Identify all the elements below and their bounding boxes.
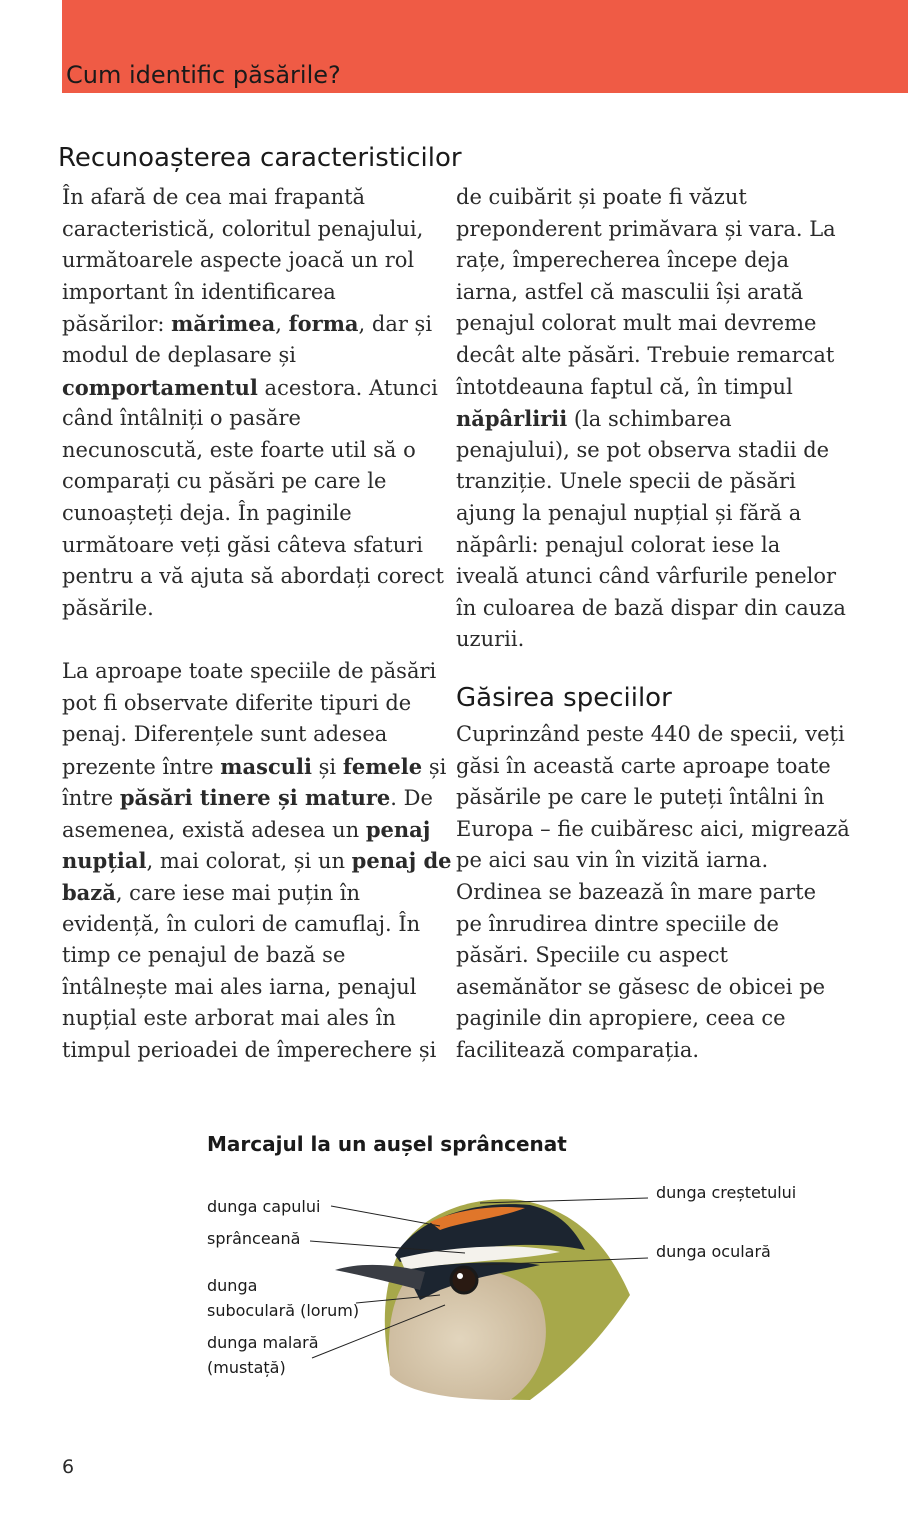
text-segment: pe înrudirea dintre speciile de bbox=[456, 911, 779, 936]
bold-term: femele bbox=[342, 753, 423, 779]
text-segment: paginile din apropiere, ceea ce bbox=[456, 1006, 786, 1031]
text-segment: asemenea, există adesea un bbox=[62, 817, 366, 842]
text-segment: prezente între bbox=[62, 754, 221, 779]
text-segment: păsărilor: bbox=[62, 312, 172, 337]
text-segment: preponderent primăvara și vara. La bbox=[456, 216, 836, 241]
bold-term: forma bbox=[288, 311, 359, 337]
text-segment: următoare veți găsi câteva sfaturi bbox=[62, 532, 423, 557]
text-segment: penajului), se pot observa stadii de bbox=[456, 437, 830, 462]
text-segment: năpârli: penajul colorat iese la bbox=[456, 532, 781, 557]
page-number: 6 bbox=[62, 1456, 75, 1478]
text-segment: de cuibărit și poate fi văzut bbox=[456, 185, 747, 209]
text-segment: evidență, în culori de camuflaj. În bbox=[62, 911, 421, 936]
text-segment: tranziție. Unele specii de păsări bbox=[456, 469, 796, 494]
label-eye-stripe: dunga oculară bbox=[656, 1242, 771, 1261]
text-segment: și bbox=[422, 754, 447, 779]
figure-title: Marcajul la un aușel sprâncenat bbox=[207, 1132, 567, 1156]
text-segment: următoarele aspecte joacă un rol bbox=[62, 248, 415, 273]
text-segment: , bbox=[275, 312, 289, 337]
text-segment: timp ce penajul de bază se bbox=[62, 943, 346, 968]
text-segment: în culoarea de bază dispar din cauza bbox=[456, 595, 846, 620]
text-segment: (la schimbarea bbox=[567, 407, 732, 432]
section-heading-finding-species: Găsirea speciilor bbox=[456, 683, 672, 713]
label-eyebrow: sprânceană bbox=[207, 1229, 301, 1248]
text-segment: pe aici sau vin în vizită iarna. bbox=[456, 848, 769, 873]
text-segment: Cuprinzând peste 440 de specii, veți bbox=[456, 722, 845, 746]
label-lorum-2: suboculară (lorum) bbox=[207, 1301, 360, 1320]
text-segment: decât alte păsări. Trebuie remarcat bbox=[456, 342, 835, 367]
chapter-title: Cum identific păsările? bbox=[66, 61, 341, 89]
text-segment: păsări. Speciile cu aspect bbox=[456, 943, 728, 968]
text-segment: penajul colorat mult mai devreme bbox=[456, 311, 817, 336]
label-head-stripe: dunga capului bbox=[207, 1197, 321, 1216]
bold-term: penaj de bbox=[351, 848, 452, 874]
text-segment: între bbox=[62, 786, 120, 811]
bold-term: masculi bbox=[220, 753, 312, 779]
text-segment: facilitează comparația. bbox=[456, 1037, 700, 1062]
text-segment: iarna, astfel că masculii își arată bbox=[456, 279, 804, 304]
bold-term: penaj bbox=[365, 816, 431, 842]
text-segment: întotdeauna faptul că, în timpul bbox=[456, 374, 793, 399]
text-segment: întâlnește mai ales iarna, penajul bbox=[62, 974, 417, 999]
text-segment: Ordinea se bazează în mare parte bbox=[456, 879, 817, 904]
label-lorum-1: dunga bbox=[207, 1276, 258, 1295]
text-segment: și bbox=[311, 754, 343, 779]
label-malar-2: (mustață) bbox=[207, 1358, 286, 1377]
text-segment: necunoscută, este foarte util să o bbox=[62, 437, 416, 462]
text-segment: , care iese mai puțin în bbox=[115, 881, 361, 906]
text-segment: ajung la penajul nupțial și fără a bbox=[456, 500, 802, 525]
bold-term: nupțial bbox=[62, 848, 147, 874]
text-segment: acestora. Atunci bbox=[257, 375, 438, 400]
text-segment: rațe, împerecherea începe deja bbox=[456, 248, 789, 273]
text-segment: , dar și bbox=[358, 312, 433, 337]
text-segment: iveală atunci când vârfurile penelor bbox=[456, 564, 837, 589]
text-segment: pentru a vă ajuta să abordați corect bbox=[62, 564, 444, 589]
text-segment: uzurii. bbox=[456, 627, 525, 652]
text-segment: asemănător se găsesc de obicei pe bbox=[456, 974, 826, 999]
text-segment: păsările pe care le puteți întâlni în bbox=[456, 785, 825, 810]
text-segment: pot fi observate diferite tipuri de bbox=[62, 690, 412, 715]
text-segment: La aproape toate speciile de păsări bbox=[62, 658, 437, 683]
bold-term: bază bbox=[62, 880, 116, 906]
text-segment: . De bbox=[390, 786, 433, 811]
text-segment: nupțial este arborat mai ales în bbox=[62, 1006, 396, 1031]
text-segment: Europa – fie cuibăresc aici, migrează bbox=[456, 816, 850, 841]
text-segment: , mai colorat, și un bbox=[146, 849, 352, 874]
label-malar-1: dunga malară bbox=[207, 1333, 319, 1352]
text-segment: modul de deplasare și bbox=[62, 342, 296, 367]
text-segment: important în identificarea bbox=[62, 279, 336, 304]
text-segment: caracteristică, coloritul penajului, bbox=[62, 216, 424, 241]
bold-term: comportamentul bbox=[62, 374, 258, 400]
text-segment: timpul perioadei de împerechere și bbox=[62, 1038, 437, 1063]
bird-eye bbox=[451, 1267, 477, 1293]
text-segment: penaj. Diferențele sunt adesea bbox=[62, 722, 388, 747]
text-segment: cunoașteți deja. În paginile bbox=[62, 500, 352, 525]
section-heading-features: Recunoașterea caracteristicilor bbox=[58, 143, 462, 173]
label-crown: dunga creștetului bbox=[656, 1183, 797, 1202]
text-segment: când întâlniți o pasăre bbox=[62, 406, 301, 431]
text-segment: găsi în această carte aproape toate bbox=[456, 753, 831, 778]
text-segment: păsările. bbox=[62, 595, 154, 620]
bold-term: mărimea bbox=[171, 311, 276, 337]
bold-term: păsări tinere și mature bbox=[119, 785, 391, 811]
text-segment: comparați cu păsări pe care le bbox=[62, 469, 387, 494]
bold-term: năpârlirii bbox=[456, 406, 568, 432]
text-segment: În afară de cea mai frapantă bbox=[62, 185, 366, 209]
